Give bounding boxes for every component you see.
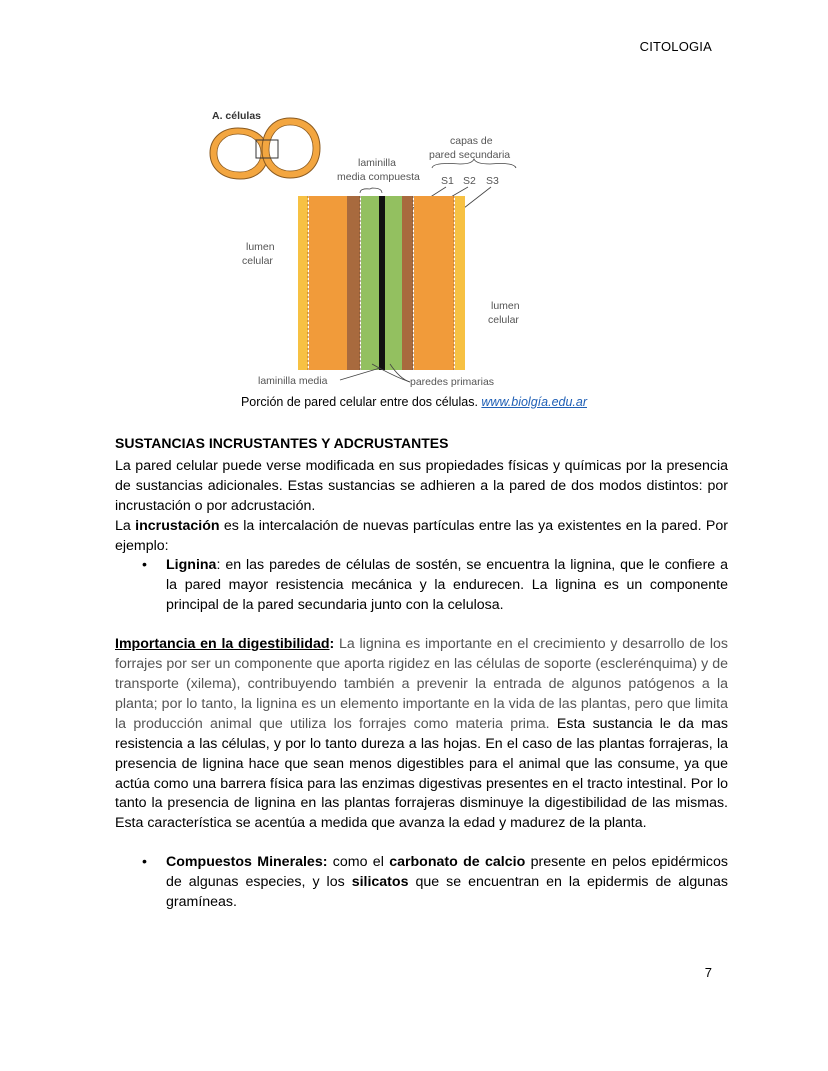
lignin-term: Lignina bbox=[166, 557, 217, 574]
bullet-item-lignin: • Lignina: en las paredes de células de sostén, se encuentra la lignina, que le confiere a la pared mayor resistencia mecánica y la endurecen. La lignina es un componente principal de la pared secundaria junto con la celulosa. bbox=[142, 557, 728, 614]
caption-text: Porción de pared celular entre dos células. bbox=[240, 395, 482, 409]
main-content bbox=[115, 434, 728, 913]
paragraph-intro: La pared celular puede verse modificada en sus propiedades físicas y químicas por la presencia de sustancias adicionales. Estas sustancias se adhieren a la pared de dos modos distintos: por incrustación o por adcrustación. bbox=[115, 457, 728, 514]
incrustation-term: incrustación bbox=[135, 517, 220, 534]
digestibility-heading: Importancia en la digestibilidad bbox=[115, 636, 330, 653]
secondary-layers-label-1: capas de bbox=[450, 135, 493, 147]
middle-lamella-label-2: media compuesta bbox=[337, 171, 420, 183]
middle-lamella-bottom-label: laminilla media bbox=[258, 375, 328, 387]
bullet-item-minerals: • Compuestos Minerales: como el carbonato de calcio presente en pelos epidérmicos de algunas especies, y los silicatos que se encuentran en la epidermis de algunas gramíneas. bbox=[142, 854, 729, 911]
middle-lamella-label-1: laminilla bbox=[358, 157, 396, 169]
lumen-right-label-1: lumen bbox=[491, 300, 520, 312]
primary-walls-label: paredes primarias bbox=[410, 376, 495, 388]
bullet-list-minerals bbox=[115, 853, 728, 913]
s2-label: S2 bbox=[463, 175, 476, 187]
page-number: 7 bbox=[704, 965, 712, 980]
figure-caption bbox=[0, 395, 828, 409]
cell-wall-figure bbox=[200, 100, 530, 395]
s3-label: S3 bbox=[486, 175, 499, 187]
paragraph-incrustation: La incrustación es la intercalación de nuevas partículas entre las ya existentes en la pared. Por ejemplo: bbox=[115, 517, 728, 554]
bullet-icon: • bbox=[142, 557, 147, 574]
page-header-title: CITOLOGIA bbox=[639, 39, 712, 54]
section-title: SUSTANCIAS INCRUSTANTES Y ADCRUSTANTES bbox=[115, 435, 449, 451]
bullet-list-lignin bbox=[115, 556, 728, 616]
middle-brace bbox=[360, 188, 382, 193]
cell-wall-diagram bbox=[200, 100, 530, 395]
paragraph-digestibility: Importancia en la digestibilidad: La lignina es importante en el crecimiento y desarrollo de los forrajes por ser un componente que aporta rigidez en las células de soporte (esclerénquima) y de transporte (xilema), contribuyendo también a prevenir la entrada de algunos patógenos a la planta; por lo tanto, la lignina es un elemento importante en la vida de las plantas, pero que limita la producción animal que utiliza los forrajes como materia prima. Esta sustancia le da mas resistencia a las células, y por lo tanto dureza a las hojas. En el caso de las plantas forrajeras, la presencia de lignina hace que sean menos digestibles para el animal que las consume, ya que actúa como una barrera física para las enzimas digestivas presentes en el tracto intestinal. Por lo tanto la presencia de lignina en las plantas forrajeras disminuye la digestibilidad de las mismas. Esta característica se acentúa a medida que avanza la edad y madurez de la planta. bbox=[115, 636, 728, 832]
cells-label: A. células bbox=[212, 110, 262, 122]
lumen-left-label-1: lumen bbox=[246, 241, 275, 253]
caption-link[interactable]: www.biolgía.edu.ar bbox=[481, 395, 588, 409]
cells-inset bbox=[210, 118, 320, 179]
lumen-right-label-2: celular bbox=[488, 314, 519, 326]
s1-label: S1 bbox=[441, 175, 454, 187]
secondary-layers-label-2: pared secundaria bbox=[429, 149, 511, 161]
lumen-left-label-2: celular bbox=[242, 255, 273, 267]
wall-cross-section bbox=[298, 196, 465, 370]
bullet-icon: • bbox=[142, 854, 147, 871]
